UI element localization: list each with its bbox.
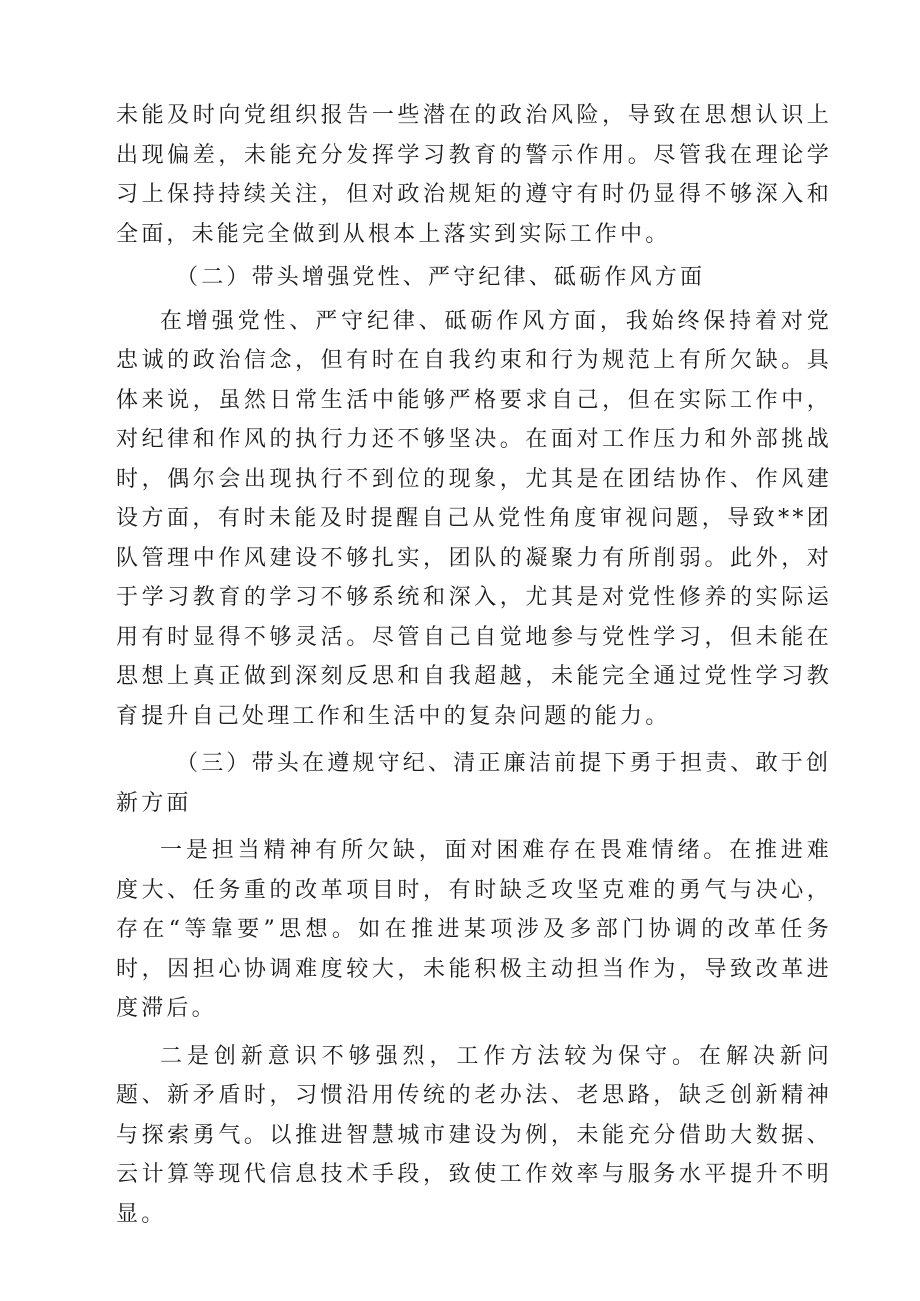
document-page	[116, 96, 832, 1234]
section-heading-responsibility-innovation: （三）带头在遵规守纪、清正廉洁前提下勇于担责、敢于创新方面	[116, 751, 832, 816]
paragraph-innovation: 二是创新意识不够强烈，工作方法较为保守。在解决新问题、新矛盾时，习惯沿用传统的老办法、老思路，缺乏创新精神与探索勇气。以推进智慧城市建设为例，未能充分借助大数据、云计算等现代信息技术手段，致使工作效率与服务水平提升不明显。	[116, 1043, 832, 1227]
paragraph-party-spirit: 在增强党性、严守纪律、砥砺作风方面，我始终保持着对党忠诚的政治信念，但有时在自我约束和行为规范上有所欠缺。具体来说，虽然日常生活中能够严格要求自己，但在实际工作中，对纪律和作风的执行力还不够坚决。在面对工作压力和外部挑战时，偶尔会出现执行不到位的现象，尤其是在团结协作、作风建设方面，有时未能及时提醒自己从党性角度审视问题，导致**团队管理中作风建设不够扎实，团队的凝聚力有所削弱。此外，对于学习教育的学习不够系统和深入，尤其是对党性修养的实际运用有时显得不够灵活。尽管自己自觉地参与党性学习，但未能在思想上真正做到深刻反思和自我超越，未能完全通过党性学习教育提升自己处理工作和生活中的复杂问题的能力。	[116, 308, 832, 729]
paragraph-responsibility: 一是担当精神有所欠缺，面对困难存在畏难情绪。在推进难度大、任务重的改革项目时，有时缺乏攻坚克难的勇气与决心，存在“等靠要”思想。如在推进某项涉及多部门协调的改革任务时，因担心协调难度较大，未能积极主动担当作为，导致改革进度滞后。	[116, 838, 832, 1021]
paragraph-political-risk: 未能及时向党组织报告一些潜在的政治风险，导致在思想认识上出现偏差，未能充分发挥学习教育的警示作用。尽管我在理论学习上保持持续关注，但对政治规矩的遵守有时仍显得不够深入和全面，未能完全做到从根本上落实到实际工作中。	[116, 103, 832, 247]
section-heading-party-spirit: （二）带头增强党性、严守纪律、砥砺作风方面	[176, 265, 706, 290]
